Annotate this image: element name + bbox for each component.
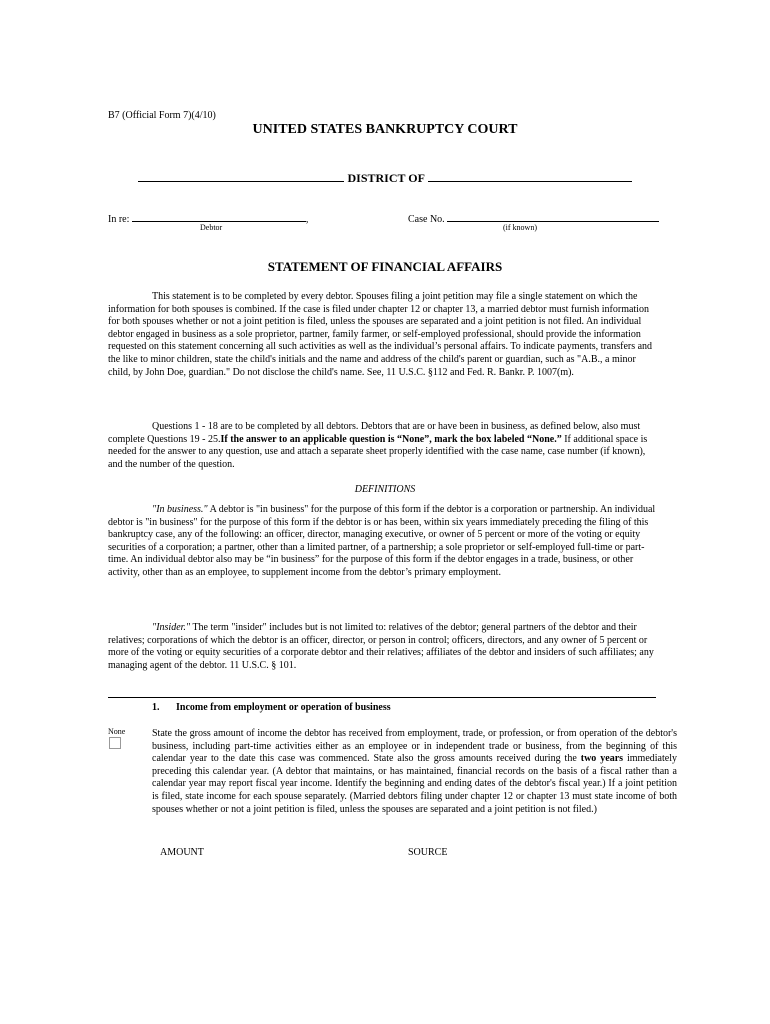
- court-name: UNITED STATES BANKRUPTCY COURT: [252, 122, 518, 137]
- form-number: B7 (Official Form 7)(4/10): [108, 110, 216, 121]
- in-business-definition: [108, 504, 656, 580]
- in-business-term: "In business.": [152, 504, 208, 515]
- question-1-text-1: State the gross amount of income the debtor has received from employment, trade, or profession, or from operation of the debtor's business, including part-time activities either as an employee or in independent trade or business, from the beginning of this calendar year to the date this case was commenced. State also the gross amounts received during the: [152, 728, 677, 765]
- debtor-name-blank[interactable]: [132, 210, 306, 222]
- case-no-label: Case No.: [408, 214, 445, 225]
- question-1-heading: [152, 702, 391, 713]
- amount-column-header: AMOUNT: [160, 847, 204, 858]
- if-known-caption: (if known): [503, 223, 537, 232]
- district-line: [0, 170, 770, 186]
- insider-text: The term "insider" includes but is not limited to: relatives of the debtor; general partners of the debtor and their relatives; corporations of which the debtor is an officer, director, or person in control; officers, directors, and any owner of 5 percent or more of the voting or equity securities of a corporate debtor and their relatives; affiliates of the debtor and insiders of such affiliates; any managing agent of the debtor. 11 U.S.C. § 101.: [108, 622, 654, 671]
- questions-note-paragraph: [108, 421, 656, 471]
- question-1-title: Income from employment or operation of business: [176, 702, 391, 713]
- questions-note-text-1: Questions 1 - 18 are to be completed by all debtors. Debtors that are or have been in business, as defined below, also must complete Questions 19 - 25.: [108, 421, 641, 445]
- questions-note-text-2: If additional space is needed for the answer to any question, use and attach a separate sheet properly identified with the case name, case number (if known), and the number of the question.: [108, 433, 648, 470]
- intro-paragraph: This statement is to be completed by every debtor. Spouses filing a joint petition may file a single statement on which the information for both spouses is combined. If the case is filed under chapter 12 or chapter 13, a married debtor must furnish information for both spouses whether or not a joint petition is filed, unless the spouses are separated and a joint petition is not filed. An individual debtor engaged in business as a sole proprietor, partner, family farmer, or self-employed professional, should provide the information requested on this statement concerning all such activities as well as the individual’s personal affairs. To indicate payments, transfers and the like to minor children, state the child's initials and the name and address of the child's parent or guardian, such as "A.B., a minor child, by John Doe, guardian." Do not disclose the child's name. See, 11 U.S.C. §112 and Fed. R. Bankr. P. 1007(m).: [108, 291, 653, 378]
- insider-definition: [108, 622, 656, 672]
- insider-term: "Insider.": [152, 622, 191, 633]
- district-prefix-blank[interactable]: [138, 170, 344, 182]
- source-column-header: SOURCE: [408, 847, 448, 858]
- none-label: None: [108, 727, 126, 736]
- case-number-blank[interactable]: [447, 210, 659, 222]
- in-business-text: A debtor is "in business" for the purpose of this form if the debtor is a corporation or partnership. An individual debtor is "in business" for the purpose of this form if the debtor is or has been, within six years immediately preceding the filing of this bankruptcy case, any of the following: an officer, director, managing executive, or owner of 5 percent or more of the voting or equity securities of a corporation; a partner, other than a limited partner, of a partnership; a sole proprietor or self-employed full-time or part-time. An individual debtor also may be “in business” for the purpose of this form if the debtor engages in a trade, business, or other activity, other than as an employee, to supplement income from the debtor’s primary employment.: [108, 504, 656, 578]
- definitions-heading: DEFINITIONS: [354, 484, 416, 495]
- district-name-blank[interactable]: [428, 170, 632, 182]
- debtor-caption: Debtor: [200, 223, 223, 232]
- section-divider: [108, 697, 656, 698]
- in-re-label: In re:: [108, 214, 130, 225]
- question-1-number: 1.: [152, 702, 160, 713]
- questions-note-bold: If the answer to an applicable question is “None”, mark the box labeled “None.”: [220, 433, 562, 445]
- in-re-comma: ,: [305, 214, 309, 225]
- document-title: STATEMENT OF FINANCIAL AFFAIRS: [267, 259, 503, 274]
- question-1-body: [152, 728, 677, 816]
- question-1-bold: two years: [580, 753, 624, 765]
- question-1-text-2: immediately preceding this calendar year. (A debtor that maintains, or has maintained, financial records on the basis of a fiscal rather than a calendar year may report fiscal year income. Identify the beginning and ending dates of the debtor's fiscal year.) If a joint petition is filed, state income for each spouse separately. (Married debtors filing under chapter 12 or chapter 13 must state income of both spouses whether or not a joint petition is filed, unless the spouses are separated and a joint petition is not filed.): [152, 753, 677, 815]
- district-label: DISTRICT OF: [347, 171, 425, 185]
- none-checkbox[interactable]: [109, 737, 121, 749]
